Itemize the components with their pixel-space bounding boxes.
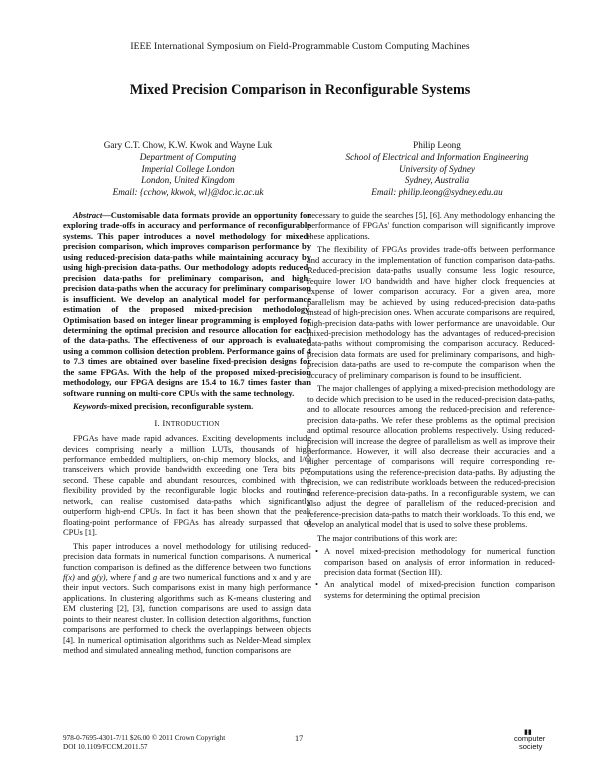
abstract-text: —Customisable data formats provide an opportunity for exploring trade-offs in accuracy and performance of reconfigurable systems. This paper introduces a novel methodology for mixed-precision comparison, which improves comparison performance by using reduced-precision data-paths while maintaining accuracy by using high-precision data-paths. Our methodology adopts reduced-precision data-paths for preliminary comparison, and high-precision data-paths when the accuracy for preliminary comparison is insufficient. We develop an analytical model for performance estimation of the proposed mixed-precision methodology. Optimisation based on integer linear programming is employed for determining the optimal precision and resource allocation for each of the data-paths. The effectiveness of our approach is evaluated using a common collision detection problem. Performance gains of 4 to 7.3 times are obtained over baseline fixed-precision designs for the same FPGAs. With the help of the proposed mixed-precision methodology, our FPGA designs are 15.4 to 16.7 times faster than software running on multi-core CPUs with the same technology. xyxy=(63,210,311,398)
footer-copyright xyxy=(63,734,225,752)
author-institution: Imperial College London xyxy=(141,163,235,174)
intro-paragraph-2 xyxy=(63,541,311,656)
text-span: , where xyxy=(105,571,134,582)
section-heading-introduction xyxy=(63,418,311,429)
author-department: Department of Computing xyxy=(139,151,237,162)
author-location: London, United Kingdom xyxy=(141,175,235,186)
right-paragraph-2: The flexibility of FPGAs provides trade-offs between performance and accuracy in the implementation of function comparison data-paths. Reduced-precision data-paths usually consume less logic resource, require lower I/O bandwidth and have higher clock frequencies at expense of lower comparison accuracy. For a given area, more parallelism may be achieved by using reduced-precision data-paths instead of high-precision ones. When accurate comparisons are required, high-precision data-paths with lower performance are unavoidable. Our mixed-precision methodology has the advantages of reduced-precision data-paths without compromising the comparison accuracy. Reduced-precision data formats are used for preliminary comparisons, and high-precision data-paths are used to re-compute the comparison when the accuracy of preliminary comparison is found to be insufficient. xyxy=(307,244,555,380)
conference-header: IEEE International Symposium on Field-Programmable Custom Computing Machines xyxy=(130,41,470,52)
author-location: Sydney, Australia xyxy=(404,175,470,186)
math-g: g xyxy=(152,571,158,582)
intro-paragraph-1: FPGAs have made rapid advances. Exciting developments include devices comprising nearly a million LUTs, thousands of high performance embedded multipliers, on-chip memory blocks, and I/O transceivers which provide bandwidth exceeding one Tera bits per second. These capable and abundant resources, combined with the flexibility provided by the reconfigurable logic blocks and routing network, can realise customised data-paths which significantly outperform high-end CPUs. In fact it has been shown that the peak floating-point performance of FPGAs has already surpassed that of CPUs [1]. xyxy=(63,433,311,538)
page-number: 17 xyxy=(295,734,304,743)
abstract xyxy=(63,210,311,398)
keywords-lead: Keywords xyxy=(73,401,107,412)
author-names: Gary C.T. Chow, K.W. Kwok and Wayne Luk xyxy=(103,140,273,150)
abstract-lead: Abstract xyxy=(73,210,103,220)
author-block-right xyxy=(318,140,556,199)
math-gy: g(y) xyxy=(91,571,106,582)
author-email: Email: {cchow, kkwok, wl}@doc.ic.ac.uk xyxy=(112,187,264,198)
keywords-text: -mixed precision, reconfigurable system. xyxy=(107,401,254,412)
text-span: are two numerical functions and x and y are their input vectors. Such comparisons exist in many high performance applications. In clustering algorithms such as K-means clustering and EM clustering [2], [3], function comparisons are used to assign data points to their nearest cluster. In collision detection algorithms, function comparisons are performed to check the overlappings between objects [4]. In numerical optimisation algorithms such as Nelder-Mead simplex method and simulated annealing method, function comparisons are xyxy=(63,571,311,656)
right-column xyxy=(307,210,555,602)
section-title-rest: NTRODUCTION xyxy=(165,419,220,428)
author-names: Philip Leong xyxy=(413,140,461,150)
text-span: and xyxy=(74,571,92,582)
math-f: f xyxy=(133,571,136,582)
contributions-list xyxy=(307,546,555,600)
list-item: • A novel mixed-precision methodology for numerical function comparison based on analysis of error information in reduced-precision data format (Section III). xyxy=(307,546,555,577)
section-number: I. xyxy=(154,417,160,428)
author-block-left xyxy=(63,140,313,199)
logo-text-line1: computer xyxy=(514,734,546,743)
math-fx: f(x) xyxy=(63,571,75,582)
author-institution: University of Sydney xyxy=(398,163,476,174)
footer-doi: DOI 10.1109/FCCM.2011.57 xyxy=(63,743,148,751)
section-title-initial: I xyxy=(162,417,166,428)
right-paragraph-4: The major contributions of this work are: xyxy=(317,532,458,543)
list-item: • An analytical model of mixed-precision function comparison systems for determining the optimal precision xyxy=(307,579,555,600)
paper-title: Mixed Precision Comparison in Reconfigurable Systems xyxy=(129,82,471,98)
computer-society-logo xyxy=(511,728,551,756)
footer-isbn: 978-0-7695-4301-7/11 $26.00 © 2011 Crown Copyright xyxy=(63,734,226,742)
author-email: Email: philip.leong@sydney.edu.au xyxy=(371,187,503,198)
right-paragraph-3: The major challenges of applying a mixed-precision methodology are to decide which precision to be used in the reduced-precision data-paths, and to allocate resources among the reduced-precision and reference-precision data-paths. We refer these problems as the optimal precision and optimal resource allocation problems respectively. Using reduced-precision will increase the degree of parallelism as well as improve their performance. However, it will also decrease their accuracies and a higher percentage of comparisons will require corresponding re-computations using the reference-precision data-paths. By adjusting the precision, we can redistribute workloads between the reduced-precision and reference-precision data-paths. In a reconfigurable system, we can also adjust the degree of parallelism of the reduced-precision and reference-precision data-paths to match their workloads. To this end, we develop an analytical model that is used to solve these problems. xyxy=(307,383,555,530)
logo-mark-icon: ▮▮ xyxy=(524,729,532,736)
left-column xyxy=(63,210,311,659)
text-span: and xyxy=(135,571,153,582)
keywords xyxy=(63,401,311,411)
author-department: School of Electrical and Information Engineering xyxy=(345,151,529,162)
logo-text-line2: society xyxy=(519,742,543,751)
right-paragraph-1: necessary to guide the searches [5], [6]. Any methodology enhancing the performance of FPGAs' function comparison will significantly improve these applications. xyxy=(307,210,555,241)
text-span: This paper introduces a novel methodology for utilising reduced-precision data formats in numerical function comparisons. A numerical function comparison is defined as the difference between two functions xyxy=(63,540,311,572)
